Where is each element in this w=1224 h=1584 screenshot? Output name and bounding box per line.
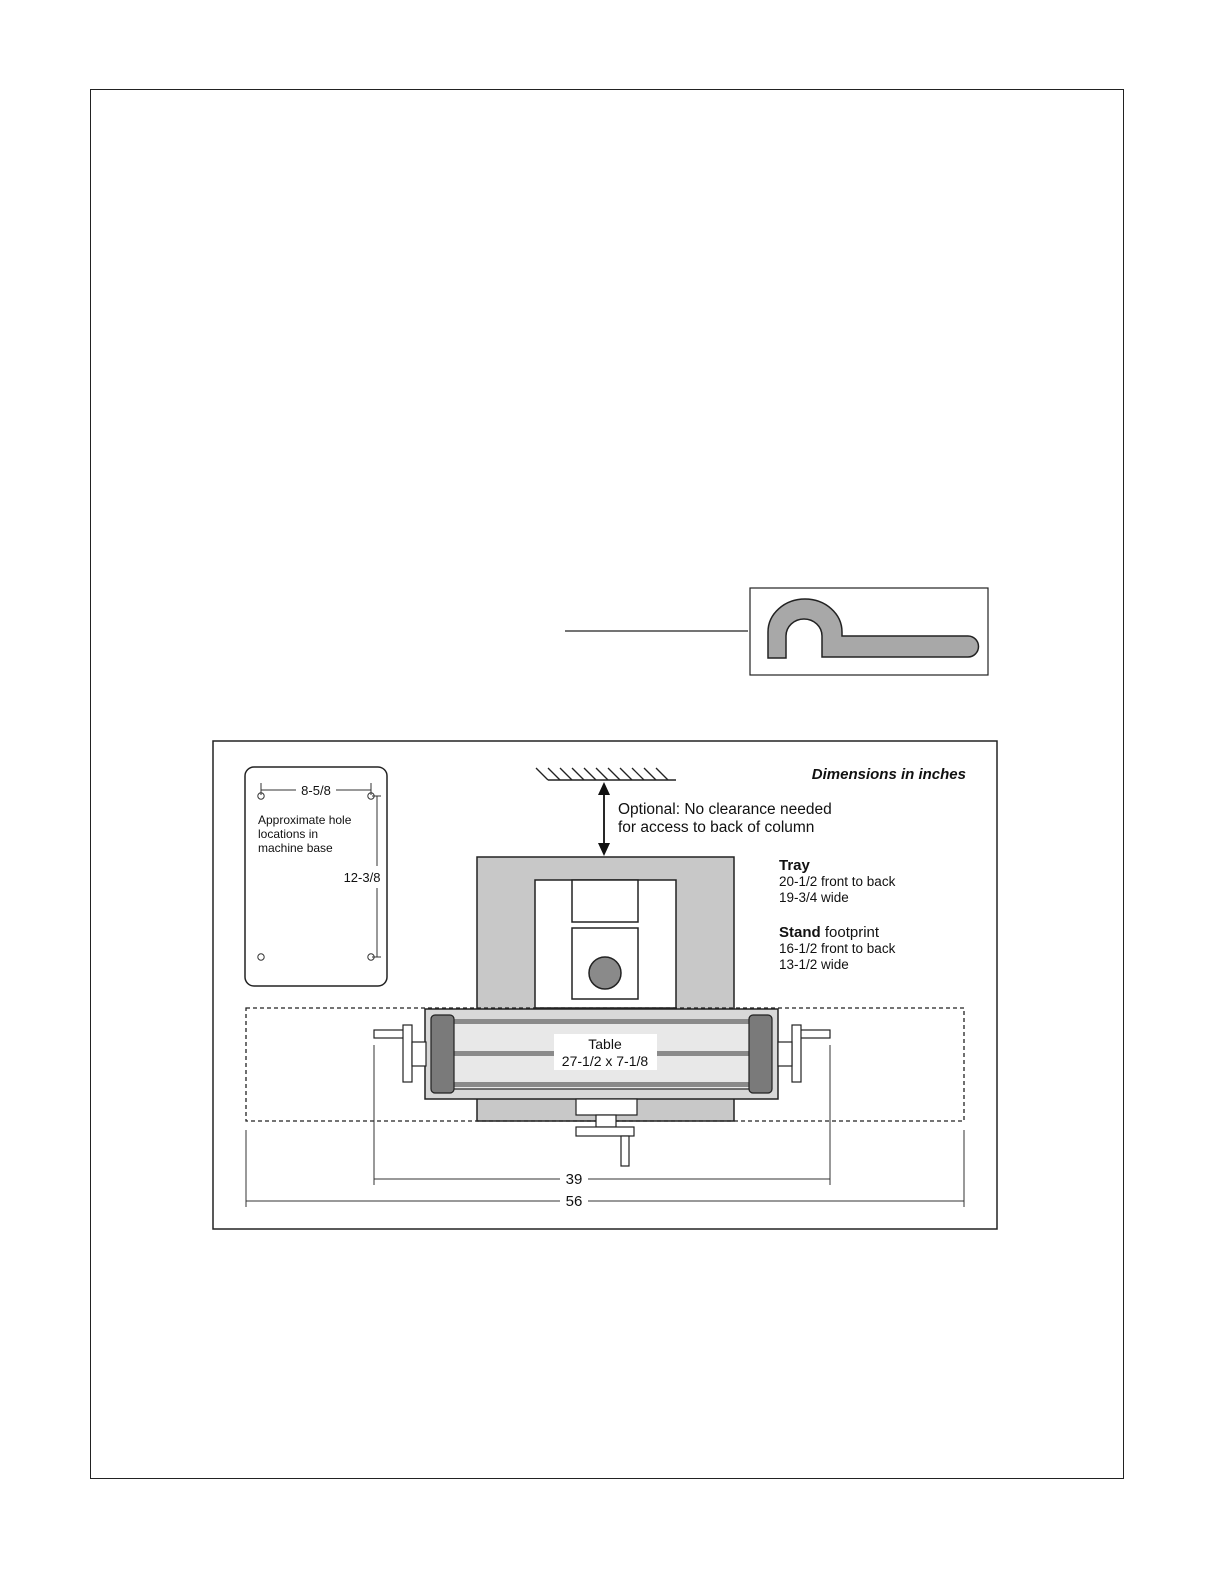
spindle bbox=[589, 957, 621, 989]
table-size: 27-1/2 x 7-1/8 bbox=[561, 1053, 649, 1069]
hole-caption-line: Approximate hole bbox=[258, 813, 352, 827]
tray-width: 19-3/4 wide bbox=[779, 890, 849, 905]
hook-detail-callout bbox=[565, 588, 988, 675]
hole-caption-line: machine base bbox=[258, 841, 333, 855]
hole-width-label: 8-5/8 bbox=[301, 783, 331, 798]
clearance-note-line: Optional: No clearance needed bbox=[618, 801, 832, 818]
stand-width: 13-1/2 wide bbox=[779, 957, 849, 972]
table-end-cap-right bbox=[749, 1015, 772, 1093]
tray-title: Tray bbox=[779, 857, 810, 874]
t-slot bbox=[452, 1019, 750, 1024]
dimension-56-label: 56 bbox=[565, 1193, 583, 1210]
table-label: Table bbox=[588, 1036, 622, 1052]
clearance-note-line: for access to back of column bbox=[618, 819, 815, 836]
dimension-39-label: 39 bbox=[565, 1171, 583, 1188]
t-slot bbox=[452, 1082, 750, 1087]
hole-marker bbox=[258, 954, 264, 960]
hole-depth-label: 12-3/8 bbox=[343, 870, 381, 885]
stand-depth: 16-1/2 front to back bbox=[779, 941, 896, 956]
base-hole-inset bbox=[245, 767, 387, 986]
hole-caption-line: locations in bbox=[258, 827, 319, 841]
stand-title bbox=[779, 924, 880, 941]
table-end-cap-left bbox=[431, 1015, 454, 1093]
figure-heading: Dimensions in inches bbox=[811, 766, 966, 783]
stand-title-rest: footprint bbox=[820, 924, 880, 941]
tray-depth: 20-1/2 front to back bbox=[779, 874, 896, 889]
stand-title-bold: Stand bbox=[779, 924, 821, 941]
column-top-block bbox=[572, 880, 638, 922]
